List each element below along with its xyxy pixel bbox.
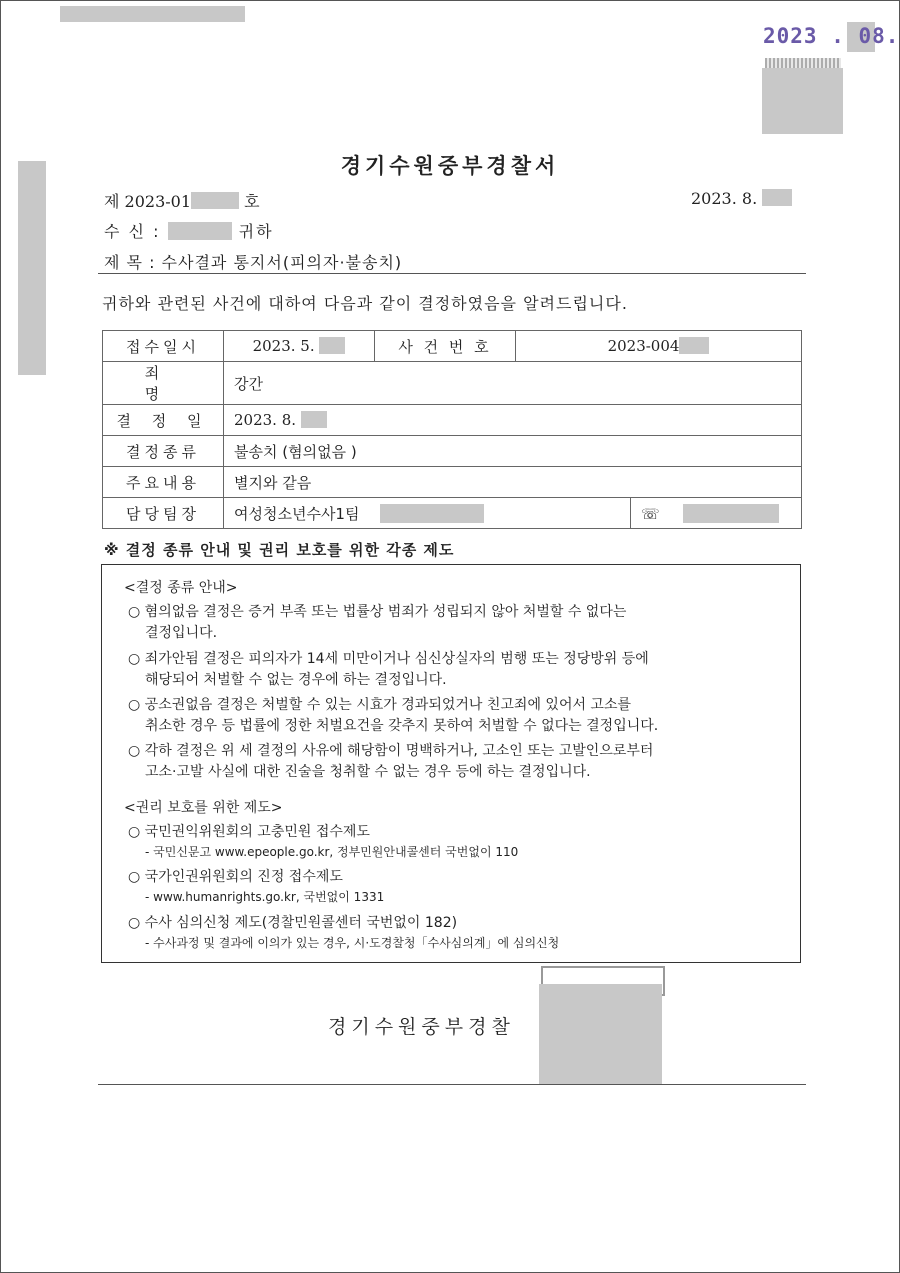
rights-main: ○ 수사 심의신청 제도(경찰민원콜센터 국번없이 182): [128, 915, 458, 931]
footer-issuer: 경기수원중부경찰: [328, 1016, 515, 1038]
recipient-line: [104, 219, 274, 242]
rights-main: ○ 국가인권위원회의 진정 접수제도: [128, 869, 343, 885]
decision-guide-heading: <결정 종류 안내>: [124, 580, 238, 596]
footer-divider: [98, 1084, 806, 1085]
redaction-doc-day: [762, 189, 792, 206]
recipient-suffix: 귀하: [238, 222, 274, 241]
notice-box: [101, 564, 801, 963]
case-no-cell: [516, 331, 802, 362]
list-item: [128, 602, 626, 644]
crime-label: 죄 명: [103, 362, 224, 405]
rights-heading: <권리 보호를 위한 제도>: [124, 800, 283, 816]
stamp-noise: [765, 58, 841, 68]
decision-type-value: 불송치 (혐의없음 ): [224, 436, 802, 467]
document-number: [104, 189, 260, 212]
notice-heading: ※ 결정 종류 안내 및 권리 보호를 위한 각종 제도: [104, 541, 455, 559]
redaction-doc-no: [191, 192, 239, 209]
decision-date-cell: [224, 405, 802, 436]
redaction-seal: [539, 984, 662, 1085]
team-cell: [224, 498, 631, 529]
decision-date-value: 2023. 8.: [234, 411, 297, 429]
table-row: [103, 405, 802, 436]
list-item: [128, 822, 518, 860]
summary-label: 주요내용: [103, 467, 224, 498]
guide-line: 고소·고발 사실에 대한 진술을 청취할 수 없는 경우 등에 하는 결정입니다.: [145, 764, 591, 780]
list-item: [128, 913, 559, 951]
redaction-decision-date: [301, 411, 327, 428]
rights-sub: - 국민신문고 www.epeople.go.kr, 정부민원안내콜센터 국번없이 110: [145, 845, 519, 859]
list-item: [128, 695, 658, 737]
guide-line: ○ 죄가안됨 결정은 피의자가 14세 미만이거나 심신상실자의 범행 또는 정당방위 등에: [128, 651, 649, 667]
case-no-value: 2023-004: [607, 337, 680, 355]
redaction-recipient: [168, 222, 232, 240]
guide-line: ○ 혐의없음 결정은 증거 부족 또는 법률상 범죄가 성립되지 않아 처벌할 수 없다는: [128, 604, 627, 620]
recipient-label: 수 신 :: [104, 222, 161, 241]
rights-main: ○ 국민권익위원회의 고충민원 접수제도: [128, 824, 370, 840]
rights-sub: - www.humanrights.go.kr, 국번없이 1331: [145, 890, 385, 904]
redaction-barcode: [762, 68, 843, 134]
list-item: [128, 867, 384, 905]
received-value: 2023. 5.: [252, 337, 315, 355]
redaction-case-no: [679, 337, 709, 354]
guide-line: ○ 공소권없음 결정은 처벌할 수 있는 시효가 경과되었거나 친고죄에 있어서 고소를: [128, 697, 632, 713]
received-cell: [224, 331, 375, 362]
case-no-label: 사 건 번 호: [375, 331, 516, 362]
subject-line: 제 목 : 수사결과 통지서(피의자·불송치): [104, 253, 403, 272]
decision-type-label: 결정종류: [103, 436, 224, 467]
document-title: 경기수원중부경찰서: [340, 154, 560, 178]
redaction-left-margin: [18, 161, 46, 375]
decision-date-label: 결 정 일: [103, 405, 224, 436]
crime-value: 강간: [224, 362, 802, 405]
table-row: [103, 467, 802, 498]
rights-sub: - 수사과정 및 결과에 이의가 있는 경우, 시·도경찰청「수사심의계」에 심의신청: [145, 936, 560, 950]
phone-cell: [631, 498, 802, 529]
table-row: [103, 436, 802, 467]
case-info-table: [102, 330, 802, 529]
list-item: [128, 741, 653, 783]
summary-value: 별지와 같음: [224, 467, 802, 498]
guide-line: 결정입니다.: [145, 625, 218, 641]
document-date: [691, 189, 792, 208]
phone-icon: ☏: [641, 504, 660, 523]
received-label: 접수일시: [103, 331, 224, 362]
redaction-received: [319, 337, 345, 354]
header-divider: [98, 273, 806, 274]
intro-text: 귀하와 관련된 사건에 대하여 다음과 같이 결정하였음을 알려드립니다.: [102, 294, 628, 313]
doc-no-suffix: 호: [244, 192, 260, 211]
list-item: [128, 649, 649, 691]
doc-no-prefix: 제 2023-01: [104, 192, 192, 211]
guide-line: 해당되어 처벌할 수 없는 경우에 하는 결정입니다.: [145, 672, 447, 688]
team-label: 담당팀장: [103, 498, 224, 529]
guide-line: 취소한 경우 등 법률에 정한 처벌요건을 갖추지 못하여 처벌할 수 없다는 결정입니다.: [145, 718, 659, 734]
redaction-team-leader: [380, 504, 484, 523]
redaction-top-left: [60, 6, 245, 22]
table-row: [103, 498, 802, 529]
doc-date-text: 2023. 8.: [691, 189, 758, 208]
table-row: [103, 362, 802, 405]
received-date-stamp: 2023 . 08.: [763, 24, 900, 48]
redaction-phone: [683, 504, 779, 523]
team-value: 여성청소년수사1팀: [234, 504, 360, 523]
table-row: [103, 331, 802, 362]
guide-line: ○ 각하 결정은 위 세 결정의 사유에 해당함이 명백하거나, 고소인 또는 고발인으로부터: [128, 743, 654, 759]
